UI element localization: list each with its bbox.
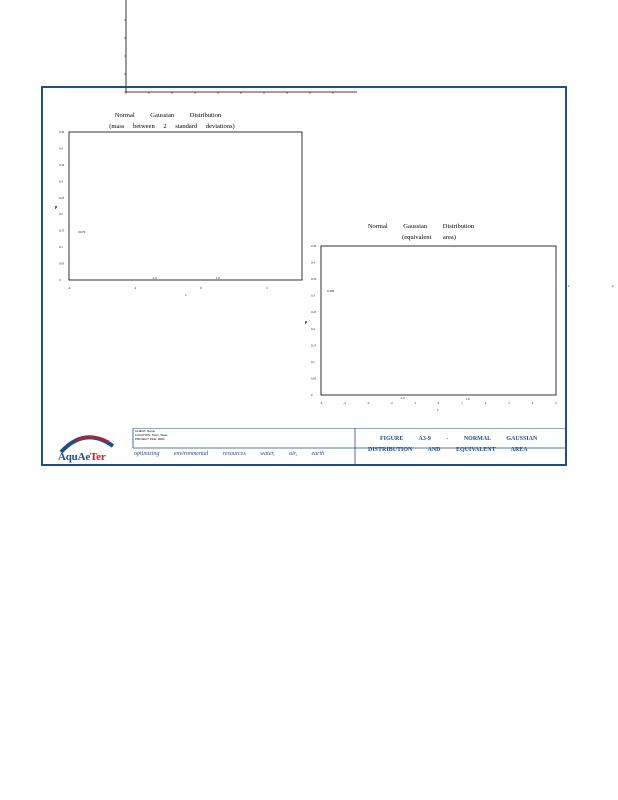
location-field: LOCATION: Town, State (135, 433, 168, 437)
chart2-x-tick-label: 4 (531, 401, 534, 405)
chart1-y-tick-label: 0.2 (59, 212, 63, 217)
client-field: CLIENT: Name (135, 429, 156, 433)
figure-caption (356, 434, 566, 456)
figure-caption-line1: FIGURE A3-9 - NORMAL GAUSSIAN (380, 436, 538, 442)
chart2-y-tick-label: 0.25 (311, 310, 317, 315)
chart2-x-tick-label: 3 (508, 401, 510, 405)
project-file-field: PROJECT FILE: 0000 (135, 437, 165, 441)
chart1-annotation-right: 1.0 (216, 276, 220, 280)
chart2-y-tick-label: 0.05 (311, 376, 317, 381)
chart1-y-tick-label: 0.45 (59, 130, 65, 134)
chart1-annotation-value: 0.076 (78, 230, 86, 234)
chart1-y-tick-label: 0.3 (59, 179, 63, 184)
chart2-x-tick-label: 0 (437, 401, 440, 405)
chart2-y-tick-label: 0.1 (311, 359, 315, 364)
chart2-y-tick-label: 0.3 (311, 293, 315, 298)
chart2-y-tick-label: 0.2 (311, 326, 315, 331)
chart2-annotation-left: -1.0 (400, 396, 405, 400)
chart2-x-tick-label: -2 (390, 401, 393, 405)
chart2-xlabel: x (437, 408, 439, 412)
chart2-annotation-value: 0.300 (327, 289, 335, 293)
chart2-x-tick-label: -1 (413, 401, 417, 405)
chart2-y-tick-label: 0.4 (311, 260, 315, 265)
chart2-x-tick-label: 1 (461, 401, 463, 405)
project-meta (133, 428, 355, 448)
stray-tick-label: 2 (612, 284, 614, 288)
figure-caption-line2: DISTRIBUTION AND EQUIVALENT AREA (368, 447, 528, 453)
chart1-y-tick-label: 0.4 (59, 146, 63, 151)
chart1-y-tick-label: 0.35 (59, 162, 65, 167)
chart1-annotation-left: -1.0 (152, 276, 157, 280)
chart1-x-tick-label: -2 (133, 286, 137, 290)
chart2-ylabel: p (305, 319, 308, 324)
chart2-y-tick-label: 0.35 (311, 277, 317, 282)
chart2-x-tick-label: 2 (484, 401, 487, 405)
company-logo-text (58, 451, 106, 463)
chart1-y-tick-label: 0.25 (59, 195, 65, 200)
chart1-y-tick-label: 0.05 (59, 261, 65, 266)
logo-text-accent: Ter (90, 451, 106, 463)
chart1-ylabel: p (55, 204, 58, 209)
chart2-y-ticks (311, 244, 317, 397)
chart2-x-tick-label: -3 (366, 401, 370, 405)
chart2-title: Normal Gaussian Distribution (367, 223, 475, 230)
chart1-x-tick-label: 0 (200, 286, 202, 290)
logo-text-main: AquAe (58, 451, 91, 463)
chart2-y-tick-label: 0 (311, 393, 313, 397)
chart1-y-tick-label: 0.1 (59, 245, 63, 250)
chart2-subtitle: (equivalent area) (402, 234, 456, 241)
chart1-y-tick-label: 0.15 (59, 228, 65, 233)
chart2-x-tick-label: 5 (555, 401, 557, 405)
chart1-xlabel: x (185, 293, 187, 297)
chart1-subtitle: (mass between 2 standard deviations) (109, 123, 235, 130)
chart2-plot-area (321, 246, 556, 395)
chart1-y-tick-label: 0 (59, 278, 61, 282)
chart1-x-tick-label: 2 (266, 286, 268, 290)
chart2-y-tick-label: 0.15 (311, 343, 317, 348)
chart1-x-tick-label: -4 (67, 286, 71, 290)
company-tagline: optimizing environmental resources water, air, earth (134, 451, 325, 457)
stray-tick-label: 1 (568, 284, 570, 288)
chart2-y-tick-label: 0.45 (311, 244, 317, 248)
chart1-title: Normal Gaussian Distribution (114, 112, 222, 119)
chart2-x-ticks (320, 401, 558, 405)
chart2-x-tick-label: -4 (343, 401, 346, 405)
chart2-x-tick-label: -5 (319, 401, 323, 405)
chart2-annotation-right: 1.0 (466, 397, 470, 401)
